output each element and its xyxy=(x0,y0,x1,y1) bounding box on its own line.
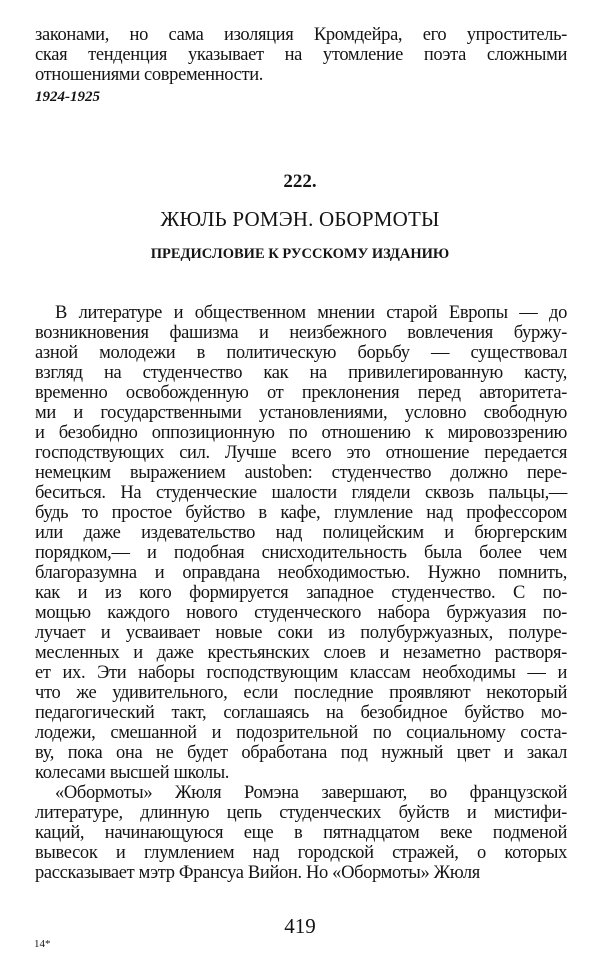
text-line: В литературе и общественном мнении старой Европы — до xyxy=(55,303,567,323)
text-line: порядком,— и подобная снисходительность была более чем xyxy=(35,543,567,563)
text-line: ми и государственными установлениями, условно свободную xyxy=(35,403,567,423)
text-line: что же удивительного, если последние проявляют некоторый xyxy=(35,683,567,703)
text-line: лучает и усваивает новые соки из полубуржуазных, полуре- xyxy=(35,623,567,643)
text-line: отношениями современности. xyxy=(35,65,264,85)
page-number: 419 xyxy=(284,914,316,938)
text-line: каций, начинающуюся еще в пятнадцатом веке подменой xyxy=(35,823,567,843)
text-line: будь то простое буйство в кафе, глумление над профессором xyxy=(35,503,567,523)
text-line: колесами высшей школы. xyxy=(35,763,230,783)
date-line: 1924-1925 xyxy=(35,89,100,105)
signature-mark: 14* xyxy=(34,938,51,950)
text-line: мощью каждого нового студенческого набора буржуазия по- xyxy=(35,603,567,623)
text-line: беситься. На студенческие шалости глядели сквозь пальцы,— xyxy=(35,483,567,503)
article-title: ЖЮЛЬ РОМЭН. ОБОРМОТЫ xyxy=(160,207,440,231)
text-line: ву, пока она не будет обработана под нужный цвет и закал xyxy=(35,743,567,763)
text-line: азной молодежи в политическую борьбу — существовал xyxy=(35,343,567,363)
text-line: и безобидно оппозиционную по отношению к мировоззрению xyxy=(35,423,567,443)
text-line: ская тенденция указывает на утомление поэта сложными xyxy=(35,45,567,65)
text-line: рассказывает мэтр Франсуа Вийон. Но «Обормоты» Жюля xyxy=(35,863,480,883)
article-subtitle: ПРЕДИСЛОВИЕ К РУССКОМУ ИЗДАНИЮ xyxy=(150,246,450,262)
text-line: немецким выражением austoben: студенчество должно пере- xyxy=(35,463,567,483)
text-line: как и из кого формируется западное студенчество. С по- xyxy=(35,583,567,603)
text-line: ет их. Эти наборы господствующим классам необходимы — и xyxy=(35,663,567,683)
text-line: литературе, длинную цепь студенческих буйств и мистифи- xyxy=(35,803,567,823)
text-line: господствующих сил. Лучше всего это отношение передается xyxy=(35,443,567,463)
text-line: месленных и даже крестьянских слоев и незаметно растворя- xyxy=(35,643,567,663)
text-line: взгляд на студенчество как на привилегированную касту, xyxy=(35,363,567,383)
section-number: 222. xyxy=(283,171,317,192)
text-line: возникновения фашизма и неизбежного вовлечения буржу- xyxy=(35,323,567,343)
text-line: вывесок и глумлением над городской стражей, о которых xyxy=(35,843,567,863)
text-line: благоразумна и оправдана необходимостью. Нужно помнить, xyxy=(35,563,567,583)
text-line: «Обормоты» Жюля Ромэна завершают, во французской xyxy=(55,783,567,803)
text-line: лодежи, смешанной и подозрительной по социальному соста- xyxy=(35,723,567,743)
text-line: или даже издевательство над полицейским и бюргерским xyxy=(35,523,567,543)
text-line: педагогический такт, соглашаясь на безобидное буйство мо- xyxy=(35,703,567,723)
text-line: временно освобожденную от преклонения перед авторитета- xyxy=(35,383,567,403)
text-line: законами, но сама изоляция Кромдейра, его упроститель- xyxy=(35,25,567,45)
